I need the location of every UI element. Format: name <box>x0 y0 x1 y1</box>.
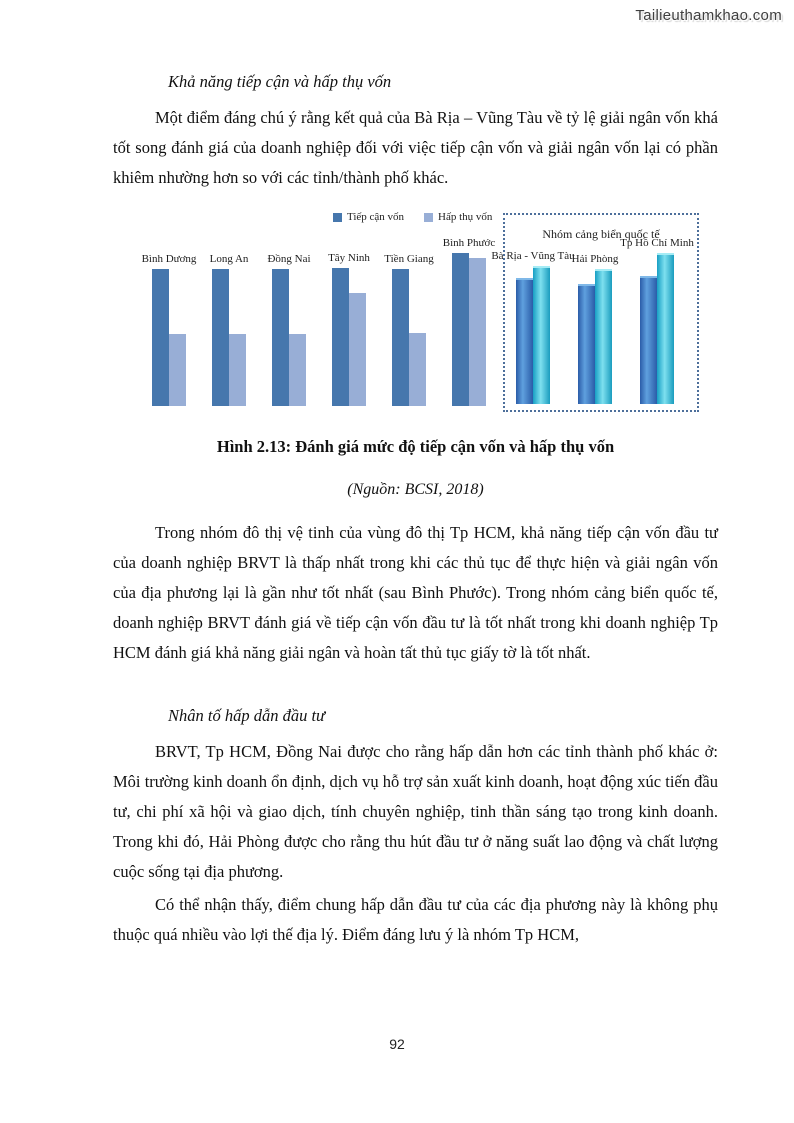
category-label: Bình Phước <box>442 237 496 249</box>
bar-tiep-can-von <box>452 253 469 406</box>
legend-swatch-icon <box>424 213 433 222</box>
seaport-group-box <box>491 213 699 412</box>
bar-tiep-can-von <box>392 269 409 406</box>
bar-tiep-can-von <box>578 284 595 404</box>
category-label: Tây Ninh <box>328 252 370 264</box>
bar-hap-thu-von <box>595 269 612 404</box>
legend-item <box>333 211 404 223</box>
bar-tiep-can-von <box>640 276 657 404</box>
legend-swatch-icon <box>333 213 342 222</box>
subsection-heading-attraction-factors: Nhân tố hấp dẫn đầu tư <box>168 706 326 725</box>
category-label: Đồng Nai <box>267 253 311 265</box>
page-number: 92 <box>389 1036 405 1052</box>
bar-tiep-can-von <box>516 278 533 404</box>
legend-item <box>424 211 492 223</box>
chart-legend <box>333 211 492 223</box>
bar-hap-thu-von <box>169 334 186 406</box>
paragraph-conclusion: Có thể nhận thấy, điểm chung hấp dẫn đầu tư của các địa phương này là không phụ thuộc quá nhiều vào lợi thế địa lý. Điểm đáng lưu ý là nhóm Tp HCM, <box>113 895 718 944</box>
bar-hap-thu-von <box>229 334 246 406</box>
bar-tiep-can-von <box>212 269 229 406</box>
bar-hap-thu-von <box>349 293 366 406</box>
figure-caption: Hình 2.13: Đánh giá mức độ tiếp cận vốn và hấp thụ vốn <box>216 437 615 456</box>
category-label: Tiền Giang <box>384 253 434 265</box>
bar-tiep-can-von <box>152 269 169 406</box>
category-label: Hải Phòng <box>571 253 619 265</box>
legend-label: Hấp thụ vốn <box>438 211 493 223</box>
bar-tiep-can-von <box>272 269 289 406</box>
site-watermark: Tailieuthamkhao.com <box>635 7 782 24</box>
paragraph-intro: Một điểm đáng chú ý rằng kết quả của Bà Rịa – Vũng Tàu về tỷ lệ giải ngân vốn khá tốt song đánh giá của doanh nghiệp đối với việc tiếp cận vốn và giải ngân vốn lại có phần khiêm nhường hơn so với các tỉnh/thành phố khác. <box>113 108 718 187</box>
bar-tiep-can-von <box>332 268 349 406</box>
category-label: Bình Dương <box>141 253 197 265</box>
bar-chart-figure <box>135 203 700 415</box>
paragraph-attraction: BRVT, Tp HCM, Đồng Nai được cho rằng hấp dẫn hơn các tỉnh thành phố khác ở: Môi trường kinh doanh ổn định, dịch vụ hỗ trợ sản xuất kinh doanh, hoạt động xúc tiến đầu tư, chi phí xã hội và giao dịch, tính chuyên nghiệp, tinh thần sáng tạo trong kinh doanh. Trong khi đó, Hải Phòng được cho rằng thu hút đầu tư ở năng suất lao động và chất lượng cuộc sống tại địa phương. <box>113 742 718 881</box>
bar-hap-thu-von <box>657 253 674 404</box>
bar-hap-thu-von <box>289 334 306 406</box>
paragraph-analysis: Trong nhóm đô thị vệ tinh của vùng đô thị Tp HCM, khả năng tiếp cận vốn đầu tư của doanh nghiệp BRVT là thấp nhất trong khi các thủ tục để thực hiện và giải ngân vốn của địa phương lại là gần như tốt nhất (sau Bình Phước). Trong nhóm cảng biển quốc tế, doanh nghiệp BRVT đánh giá về tiếp cận vốn đầu tư là tốt nhất trong khi doanh nghiệp Tp HCM đánh giá khả năng giải ngân và hoàn tất thủ tục giấy tờ là tốt nhất. <box>113 523 718 662</box>
bar-hap-thu-von <box>533 266 550 404</box>
legend-label: Tiếp cận vốn <box>347 211 405 223</box>
seaport-group-title: Nhóm cảng biển quốc tế <box>542 227 660 241</box>
category-label: Bà Rịa - Vũng Tàu <box>491 250 575 262</box>
bar-hap-thu-von <box>469 258 486 406</box>
figure-source: (Nguồn: BCSI, 2018) <box>347 481 484 498</box>
subsection-heading-access-capital: Khả năng tiếp cận và hấp thụ vốn <box>168 72 392 91</box>
category-label: Tp Hồ Chí Minh <box>620 237 694 249</box>
category-label: Long An <box>209 253 249 265</box>
bar-hap-thu-von <box>409 333 426 406</box>
